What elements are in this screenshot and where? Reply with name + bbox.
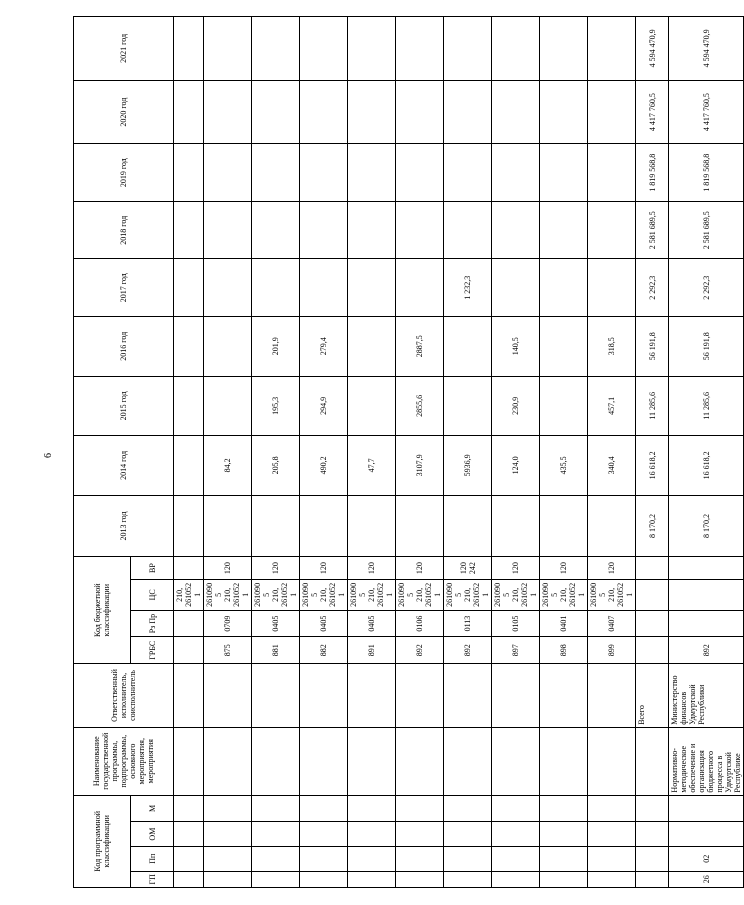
- value-cell: [174, 376, 204, 436]
- prog-code-cell: [348, 871, 396, 887]
- prog-code-cell: [588, 846, 636, 871]
- value-cell: [252, 80, 300, 144]
- vr-cell: [669, 557, 744, 580]
- value-cell: 230,9: [492, 376, 540, 436]
- prog-code-cell: [492, 822, 540, 847]
- header-om: ОМ: [131, 822, 174, 847]
- value-cell: [300, 17, 348, 81]
- vr-cell: 120 242: [444, 557, 492, 580]
- value-cell: [444, 317, 492, 377]
- value-cell: [348, 317, 396, 377]
- value-cell: 2855,6: [396, 376, 444, 436]
- value-cell: 318,5: [588, 317, 636, 377]
- prog-code-cell: [300, 822, 348, 847]
- value-cell: [396, 144, 444, 202]
- prog-code-cell: [588, 871, 636, 887]
- vr-cell: 120: [492, 557, 540, 580]
- value-cell: [174, 259, 204, 317]
- name-cell: [492, 727, 540, 795]
- value-cell: 490,2: [300, 436, 348, 496]
- prog-code-cell: [396, 795, 444, 822]
- cs-cell: 2610905 210, 2610521: [300, 579, 348, 610]
- table-row: [204, 17, 252, 888]
- prog-code-cell: [444, 871, 492, 887]
- rzpr-cell: 0113: [444, 610, 492, 637]
- cs-cell: 210, 2610521: [174, 579, 204, 610]
- total-row: [636, 17, 669, 888]
- value-cell: 5936,9: [444, 436, 492, 496]
- header-year: 2019 год: [74, 144, 174, 202]
- prog-code-cell: [540, 822, 588, 847]
- value-cell: 2 581 689,5: [669, 201, 744, 259]
- program-name-cell: Нормативно-методическое обеспечение и организация бюджетного процесса в Удмуртской Республике: [669, 727, 744, 795]
- prog-code-cell: [444, 795, 492, 822]
- cs-cell: 2610905 210, 2610521: [204, 579, 252, 610]
- header-year: 2020 год: [74, 80, 174, 144]
- value-cell: [252, 144, 300, 202]
- header-year: 2017 год: [74, 259, 174, 317]
- header-rzpr: Рз Пр: [131, 610, 174, 637]
- value-cell: [300, 201, 348, 259]
- value-cell: [540, 259, 588, 317]
- value-cell: [540, 317, 588, 377]
- value-cell: [204, 144, 252, 202]
- prog-code-cell: [348, 822, 396, 847]
- m-cell: [669, 795, 744, 822]
- prog-code-cell: [252, 871, 300, 887]
- prog-code-cell: [540, 871, 588, 887]
- value-cell: 340,4: [588, 436, 636, 496]
- executor-cell: [300, 664, 348, 728]
- prog-code-cell: [636, 795, 669, 822]
- value-cell: [174, 144, 204, 202]
- value-cell: [588, 201, 636, 259]
- value-cell: [396, 80, 444, 144]
- value-cell: [444, 17, 492, 81]
- value-cell: [444, 201, 492, 259]
- vr-cell: 120: [348, 557, 396, 580]
- total-value-cell: 4 417 760,5: [636, 80, 669, 144]
- value-cell: [252, 259, 300, 317]
- prog-code-cell: [204, 822, 252, 847]
- prog-code-cell: [492, 846, 540, 871]
- budget-table: [73, 16, 744, 888]
- table-row: [588, 17, 636, 888]
- rzpr-cell: 0405: [348, 610, 396, 637]
- value-cell: [300, 80, 348, 144]
- value-cell: [492, 495, 540, 557]
- cs-cell: [669, 579, 744, 610]
- executor-cell: [588, 664, 636, 728]
- value-cell: [348, 495, 396, 557]
- value-cell: 435,5: [540, 436, 588, 496]
- name-cell: [252, 727, 300, 795]
- prog-code-cell: [300, 795, 348, 822]
- grbs-cell: 891: [348, 637, 396, 664]
- prog-code-cell: [492, 871, 540, 887]
- value-cell: 1 819 568,8: [669, 144, 744, 202]
- total-value-cell: 11 285,6: [636, 376, 669, 436]
- prog-code-cell: [252, 795, 300, 822]
- prog-code-cell: [204, 846, 252, 871]
- value-cell: [348, 201, 396, 259]
- cs-cell: 2610905 210, 2610521: [252, 579, 300, 610]
- cs-cell: 2610905 210, 2610521: [444, 579, 492, 610]
- program-row-26-02: [669, 17, 744, 888]
- executor-cell: [174, 664, 204, 728]
- vr-cell: 120: [396, 557, 444, 580]
- value-cell: 8 170,2: [669, 495, 744, 557]
- value-cell: [444, 376, 492, 436]
- vr-cell: 120: [204, 557, 252, 580]
- vr-cell: [174, 557, 204, 580]
- page-number: 6: [43, 453, 54, 458]
- name-cell: [174, 727, 204, 795]
- value-cell: 457,1: [588, 376, 636, 436]
- om-cell: [669, 822, 744, 847]
- table-row: [492, 17, 540, 888]
- value-cell: [444, 80, 492, 144]
- total-value-cell: 56 191,8: [636, 317, 669, 377]
- header-pp: Пп: [131, 846, 174, 871]
- rotated-table-wrapper: [73, 16, 744, 888]
- prog-code-cell: [300, 871, 348, 887]
- value-cell: 279,4: [300, 317, 348, 377]
- total-label: Всего: [636, 664, 669, 728]
- value-cell: [174, 436, 204, 496]
- prog-code-cell: [396, 846, 444, 871]
- rzpr-cell: 0401: [540, 610, 588, 637]
- value-cell: 11 285,6: [669, 376, 744, 436]
- rzpr-cell: [669, 610, 744, 637]
- vr-cell: 120: [300, 557, 348, 580]
- name-cell: [540, 727, 588, 795]
- value-cell: [174, 17, 204, 81]
- table-row: [252, 17, 300, 888]
- rzpr-cell: 0106: [396, 610, 444, 637]
- value-cell: [348, 17, 396, 81]
- value-cell: [492, 259, 540, 317]
- value-cell: [252, 201, 300, 259]
- value-cell: [348, 259, 396, 317]
- prog-code-cell: [252, 846, 300, 871]
- grbs-cell: 898: [540, 637, 588, 664]
- grbs-cell: [636, 637, 669, 664]
- header-vr: ВР: [131, 557, 174, 580]
- value-cell: [396, 495, 444, 557]
- executor-cell: [204, 664, 252, 728]
- name-cell: [444, 727, 492, 795]
- grbs-cell: 881: [252, 637, 300, 664]
- value-cell: [300, 495, 348, 557]
- vr-cell: 120: [252, 557, 300, 580]
- header-name: Наименование государственной программы, подпрограммы, основного мероприятия, мероприятия: [74, 727, 174, 795]
- header-grbs: ГРБС: [131, 637, 174, 664]
- value-cell: [252, 17, 300, 81]
- total-value-cell: 1 819 568,8: [636, 144, 669, 202]
- value-cell: 4 417 760,5: [669, 80, 744, 144]
- value-cell: 195,3: [252, 376, 300, 436]
- value-cell: 1 232,3: [444, 259, 492, 317]
- value-cell: [444, 144, 492, 202]
- header-budget-code: Код бюджетной классификации: [74, 557, 131, 664]
- table-row: [540, 17, 588, 888]
- header-m: М: [131, 795, 174, 822]
- grbs-cell: 899: [588, 637, 636, 664]
- executor-cell: [540, 664, 588, 728]
- cs-cell: 2610905 210, 2610521: [492, 579, 540, 610]
- prog-code-cell: [444, 822, 492, 847]
- value-cell: [492, 80, 540, 144]
- table-row: [300, 17, 348, 888]
- total-value-cell: 8 170,2: [636, 495, 669, 557]
- value-cell: 16 618,2: [669, 436, 744, 496]
- value-cell: [348, 80, 396, 144]
- pp-cell: 02: [669, 846, 744, 871]
- cs-cell: 2610905 210, 2610521: [348, 579, 396, 610]
- name-cell: [396, 727, 444, 795]
- prog-code-cell: [396, 871, 444, 887]
- grbs-cell: 892: [669, 637, 744, 664]
- value-cell: [174, 80, 204, 144]
- value-cell: [540, 495, 588, 557]
- prog-code-cell: [636, 822, 669, 847]
- value-cell: [540, 201, 588, 259]
- value-cell: 2 292,3: [669, 259, 744, 317]
- header-prog-code: Код программной классификации: [74, 795, 131, 887]
- grbs-cell: [174, 637, 204, 664]
- value-cell: [588, 144, 636, 202]
- prog-code-cell: [174, 871, 204, 887]
- rzpr-cell: 0709: [204, 610, 252, 637]
- value-cell: 2887,5: [396, 317, 444, 377]
- value-cell: [174, 201, 204, 259]
- prog-code-cell: [174, 846, 204, 871]
- value-cell: [540, 376, 588, 436]
- executor-cell: Министерство финансов Удмуртской Республики: [669, 664, 744, 728]
- grbs-cell: 882: [300, 637, 348, 664]
- grbs-cell: 892: [396, 637, 444, 664]
- total-value-cell: 4 594 470,9: [636, 17, 669, 81]
- value-cell: [540, 17, 588, 81]
- prog-code-cell: [252, 822, 300, 847]
- grbs-cell: 875: [204, 637, 252, 664]
- value-cell: [444, 495, 492, 557]
- table-row: [348, 17, 396, 888]
- header-gp: ГП: [131, 871, 174, 887]
- rzpr-cell: 0405: [300, 610, 348, 637]
- name-cell: [588, 727, 636, 795]
- cs-cell: 2610905 210, 2610521: [540, 579, 588, 610]
- value-cell: [396, 201, 444, 259]
- value-cell: [204, 317, 252, 377]
- executor-cell: [348, 664, 396, 728]
- value-cell: [204, 80, 252, 144]
- grbs-cell: 892: [444, 637, 492, 664]
- value-cell: 4 594 470,9: [669, 17, 744, 81]
- value-cell: [204, 259, 252, 317]
- vr-cell: 120: [540, 557, 588, 580]
- header-year: 2013 год: [74, 495, 174, 557]
- prog-code-cell: [300, 846, 348, 871]
- value-cell: [252, 495, 300, 557]
- value-cell: [204, 201, 252, 259]
- value-cell: [300, 259, 348, 317]
- prog-code-cell: [396, 822, 444, 847]
- prog-code-cell: [636, 846, 669, 871]
- value-cell: 205,8: [252, 436, 300, 496]
- value-cell: [174, 495, 204, 557]
- header-row-1: [74, 17, 131, 888]
- prog-code-cell: [636, 871, 669, 887]
- value-cell: 294,9: [300, 376, 348, 436]
- value-cell: [588, 80, 636, 144]
- grbs-cell: 897: [492, 637, 540, 664]
- rzpr-cell: [174, 610, 204, 637]
- vr-cell: 120: [588, 557, 636, 580]
- value-cell: [492, 144, 540, 202]
- prog-code-cell: [444, 846, 492, 871]
- cs-cell: [636, 579, 669, 610]
- prog-code-cell: [540, 795, 588, 822]
- name-cell: [204, 727, 252, 795]
- total-value-cell: 2 292,3: [636, 259, 669, 317]
- value-cell: [204, 495, 252, 557]
- rzpr-cell: 0405: [252, 610, 300, 637]
- table-row: [444, 17, 492, 888]
- value-cell: [204, 17, 252, 81]
- value-cell: 124,0: [492, 436, 540, 496]
- header-cs: ЦС: [131, 579, 174, 610]
- value-cell: [204, 376, 252, 436]
- vr-cell: [636, 557, 669, 580]
- value-cell: [588, 259, 636, 317]
- value-cell: [492, 201, 540, 259]
- value-cell: [396, 17, 444, 81]
- executor-cell: [252, 664, 300, 728]
- value-cell: [588, 495, 636, 557]
- header-year: 2015 год: [74, 376, 174, 436]
- value-cell: 56 191,8: [669, 317, 744, 377]
- header-executor: Ответственный исполнитель, соисполнитель: [74, 664, 174, 728]
- prog-code-cell: [204, 871, 252, 887]
- prog-code-cell: [492, 795, 540, 822]
- value-cell: 84,2: [204, 436, 252, 496]
- prog-code-cell: [588, 795, 636, 822]
- header-year: 2016 год: [74, 317, 174, 377]
- name-cell: [300, 727, 348, 795]
- table-row: [174, 17, 204, 888]
- header-year: 2021 год: [74, 17, 174, 81]
- value-cell: [396, 259, 444, 317]
- value-cell: 47,7: [348, 436, 396, 496]
- value-cell: [492, 17, 540, 81]
- prog-code-cell: [204, 795, 252, 822]
- cs-cell: 2610905 210, 2610521: [396, 579, 444, 610]
- cs-cell: 2610905 210, 2610521: [588, 579, 636, 610]
- prog-code-cell: [588, 822, 636, 847]
- table-row: [396, 17, 444, 888]
- prog-code-cell: [174, 795, 204, 822]
- rzpr-cell: 0105: [492, 610, 540, 637]
- prog-code-cell: [540, 846, 588, 871]
- header-year: 2018 год: [74, 201, 174, 259]
- executor-cell: [492, 664, 540, 728]
- value-cell: [540, 144, 588, 202]
- prog-code-cell: [348, 795, 396, 822]
- value-cell: 140,5: [492, 317, 540, 377]
- value-cell: [348, 144, 396, 202]
- value-cell: [588, 17, 636, 81]
- total-value-cell: 2 581 689,5: [636, 201, 669, 259]
- name-cell: [636, 727, 669, 795]
- header-year: 2014 год: [74, 436, 174, 496]
- value-cell: [540, 80, 588, 144]
- rzpr-cell: 0407: [588, 610, 636, 637]
- gp-cell: 26: [669, 871, 744, 887]
- prog-code-cell: [348, 846, 396, 871]
- rzpr-cell: [636, 610, 669, 637]
- executor-cell: [396, 664, 444, 728]
- value-cell: [348, 376, 396, 436]
- value-cell: [300, 144, 348, 202]
- executor-cell: [444, 664, 492, 728]
- value-cell: 3107,9: [396, 436, 444, 496]
- prog-code-cell: [174, 822, 204, 847]
- name-cell: [348, 727, 396, 795]
- total-value-cell: 16 618,2: [636, 436, 669, 496]
- value-cell: [174, 317, 204, 377]
- value-cell: 201,9: [252, 317, 300, 377]
